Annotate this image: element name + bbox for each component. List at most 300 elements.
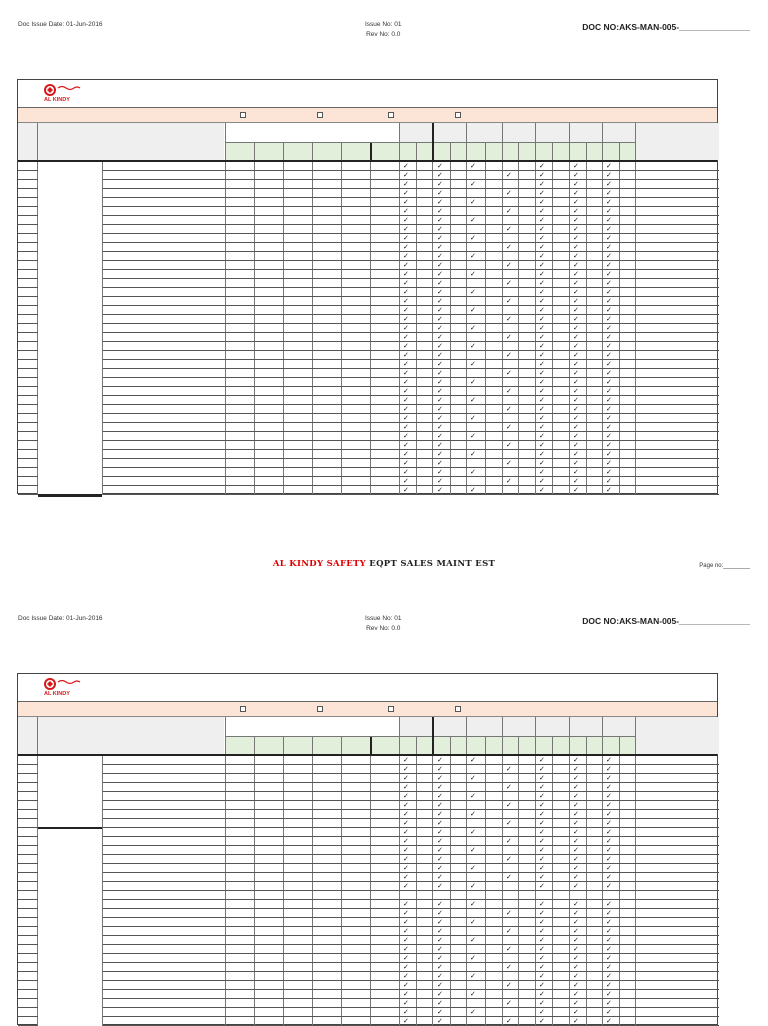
table-row bbox=[18, 234, 719, 243]
check-mark: ✓ bbox=[606, 963, 612, 971]
table-row bbox=[18, 198, 719, 207]
header-vline bbox=[569, 123, 570, 160]
table-row bbox=[18, 279, 719, 288]
check-mark: ✓ bbox=[403, 288, 409, 296]
check-mark: ✓ bbox=[403, 468, 409, 476]
check-mark: ✓ bbox=[573, 243, 579, 251]
check-mark: ✓ bbox=[403, 333, 409, 341]
check-mark: ✓ bbox=[506, 765, 512, 773]
check-mark: ✓ bbox=[606, 819, 612, 827]
check-mark: ✓ bbox=[606, 369, 612, 377]
check-mark: ✓ bbox=[606, 243, 612, 251]
table-row bbox=[18, 162, 719, 171]
header-subvline bbox=[341, 737, 342, 754]
check-mark: ✓ bbox=[573, 432, 579, 440]
check-mark: ✓ bbox=[573, 387, 579, 395]
header-vline bbox=[635, 123, 636, 160]
column-line bbox=[102, 162, 103, 495]
check-mark: ✓ bbox=[470, 378, 476, 386]
check-mark: ✓ bbox=[606, 810, 612, 818]
check-mark: ✓ bbox=[506, 279, 512, 287]
header-subvline bbox=[485, 143, 486, 160]
check-mark: ✓ bbox=[437, 162, 443, 170]
issue-no: Issue No: 01 bbox=[365, 21, 402, 28]
check-mark: ✓ bbox=[573, 279, 579, 287]
table-body bbox=[18, 162, 717, 495]
table-row bbox=[18, 1017, 719, 1026]
category-checkbox-2 bbox=[317, 112, 323, 118]
check-mark: ✓ bbox=[573, 783, 579, 791]
check-mark: ✓ bbox=[437, 936, 443, 944]
check-mark: ✓ bbox=[403, 423, 409, 431]
inspection-form bbox=[17, 673, 718, 1025]
check-mark: ✓ bbox=[606, 927, 612, 935]
check-mark: ✓ bbox=[437, 288, 443, 296]
check-mark: ✓ bbox=[403, 342, 409, 350]
check-mark: ✓ bbox=[437, 846, 443, 854]
check-mark: ✓ bbox=[403, 180, 409, 188]
header-cell-item bbox=[38, 717, 224, 754]
category-checkbox-3 bbox=[388, 112, 394, 118]
check-mark: ✓ bbox=[606, 432, 612, 440]
header-divider bbox=[225, 736, 635, 737]
check-mark: ✓ bbox=[403, 819, 409, 827]
check-mark: ✓ bbox=[539, 927, 545, 935]
check-mark: ✓ bbox=[437, 1008, 443, 1016]
check-mark: ✓ bbox=[470, 486, 476, 494]
check-mark: ✓ bbox=[539, 405, 545, 413]
check-mark: ✓ bbox=[506, 981, 512, 989]
check-mark: ✓ bbox=[539, 882, 545, 890]
check-mark: ✓ bbox=[573, 774, 579, 782]
check-mark: ✓ bbox=[573, 990, 579, 998]
check-mark: ✓ bbox=[539, 423, 545, 431]
check-mark: ✓ bbox=[437, 189, 443, 197]
check-mark: ✓ bbox=[403, 765, 409, 773]
check-mark: ✓ bbox=[403, 432, 409, 440]
check-mark: ✓ bbox=[403, 810, 409, 818]
table-row bbox=[18, 288, 719, 297]
check-mark: ✓ bbox=[470, 846, 476, 854]
logo-text: AL KINDY bbox=[44, 691, 70, 697]
check-mark: ✓ bbox=[606, 756, 612, 764]
check-mark: ✓ bbox=[606, 405, 612, 413]
check-mark: ✓ bbox=[539, 837, 545, 845]
check-mark: ✓ bbox=[539, 324, 545, 332]
check-mark: ✓ bbox=[573, 477, 579, 485]
check-mark: ✓ bbox=[470, 324, 476, 332]
check-mark: ✓ bbox=[573, 864, 579, 872]
check-mark: ✓ bbox=[606, 468, 612, 476]
table-row bbox=[18, 450, 719, 459]
check-mark: ✓ bbox=[506, 1017, 512, 1025]
header-cell-remarks bbox=[636, 717, 719, 754]
check-mark: ✓ bbox=[437, 963, 443, 971]
check-mark: ✓ bbox=[403, 450, 409, 458]
check-mark: ✓ bbox=[506, 783, 512, 791]
check-mark: ✓ bbox=[539, 252, 545, 260]
check-mark: ✓ bbox=[506, 189, 512, 197]
header-subvline bbox=[485, 737, 486, 754]
header-vline bbox=[370, 737, 372, 754]
check-mark: ✓ bbox=[437, 261, 443, 269]
check-mark: ✓ bbox=[573, 405, 579, 413]
check-mark: ✓ bbox=[606, 837, 612, 845]
check-mark: ✓ bbox=[403, 216, 409, 224]
header-subvline bbox=[283, 143, 284, 160]
check-mark: ✓ bbox=[403, 486, 409, 494]
check-mark: ✓ bbox=[606, 315, 612, 323]
check-mark: ✓ bbox=[606, 774, 612, 782]
check-mark: ✓ bbox=[470, 234, 476, 242]
check-mark: ✓ bbox=[437, 396, 443, 404]
table-row bbox=[18, 918, 719, 927]
check-mark: ✓ bbox=[539, 972, 545, 980]
column-header-area bbox=[18, 717, 717, 756]
header-vline bbox=[432, 123, 434, 160]
check-mark: ✓ bbox=[606, 324, 612, 332]
check-mark: ✓ bbox=[606, 792, 612, 800]
table-row bbox=[18, 243, 719, 252]
check-mark: ✓ bbox=[539, 279, 545, 287]
check-mark: ✓ bbox=[437, 954, 443, 962]
check-mark: ✓ bbox=[539, 918, 545, 926]
table-row bbox=[18, 936, 719, 945]
check-mark: ✓ bbox=[403, 1017, 409, 1025]
check-mark: ✓ bbox=[470, 360, 476, 368]
check-mark: ✓ bbox=[403, 171, 409, 179]
check-mark: ✓ bbox=[437, 414, 443, 422]
category-checkbox-4 bbox=[455, 706, 461, 712]
check-mark: ✓ bbox=[506, 315, 512, 323]
check-mark: ✓ bbox=[470, 396, 476, 404]
header-subvline bbox=[312, 143, 313, 160]
check-mark: ✓ bbox=[403, 261, 409, 269]
category-checkbox-1 bbox=[240, 112, 246, 118]
check-mark: ✓ bbox=[403, 801, 409, 809]
check-mark: ✓ bbox=[506, 963, 512, 971]
check-mark: ✓ bbox=[573, 324, 579, 332]
table-row bbox=[18, 342, 719, 351]
check-mark: ✓ bbox=[606, 1008, 612, 1016]
check-mark: ✓ bbox=[506, 225, 512, 233]
doc-issue-date: Doc Issue Date: 01-Jun-2016 bbox=[18, 21, 103, 28]
check-mark: ✓ bbox=[437, 999, 443, 1007]
header-subvline bbox=[518, 737, 519, 754]
check-mark: ✓ bbox=[403, 882, 409, 890]
check-mark: ✓ bbox=[606, 477, 612, 485]
table-row bbox=[18, 441, 719, 450]
check-mark: ✓ bbox=[470, 972, 476, 980]
check-mark: ✓ bbox=[403, 972, 409, 980]
header-cell-checks-top bbox=[400, 717, 635, 736]
header-cell-no bbox=[18, 123, 37, 160]
check-mark: ✓ bbox=[606, 981, 612, 989]
table-row bbox=[18, 819, 719, 828]
table-row bbox=[18, 180, 719, 189]
check-mark: ✓ bbox=[606, 234, 612, 242]
check-mark: ✓ bbox=[606, 828, 612, 836]
check-mark: ✓ bbox=[539, 297, 545, 305]
check-mark: ✓ bbox=[437, 756, 443, 764]
check-mark: ✓ bbox=[606, 846, 612, 854]
header-subvline bbox=[416, 737, 417, 754]
header-subvline bbox=[552, 737, 553, 754]
check-mark: ✓ bbox=[506, 405, 512, 413]
check-mark: ✓ bbox=[437, 828, 443, 836]
check-mark: ✓ bbox=[403, 405, 409, 413]
check-mark: ✓ bbox=[403, 234, 409, 242]
table-row bbox=[18, 459, 719, 468]
header-cell-checks-top bbox=[400, 123, 635, 142]
check-mark: ✓ bbox=[437, 837, 443, 845]
check-mark: ✓ bbox=[606, 351, 612, 359]
check-mark: ✓ bbox=[606, 378, 612, 386]
check-mark: ✓ bbox=[403, 909, 409, 917]
check-mark: ✓ bbox=[470, 432, 476, 440]
check-mark: ✓ bbox=[539, 864, 545, 872]
check-mark: ✓ bbox=[470, 162, 476, 170]
check-mark: ✓ bbox=[437, 882, 443, 890]
check-mark: ✓ bbox=[403, 927, 409, 935]
check-mark: ✓ bbox=[437, 486, 443, 494]
check-mark: ✓ bbox=[573, 180, 579, 188]
header-vline bbox=[466, 123, 467, 160]
header-vline bbox=[602, 123, 603, 160]
check-mark: ✓ bbox=[437, 792, 443, 800]
check-mark: ✓ bbox=[573, 216, 579, 224]
check-mark: ✓ bbox=[573, 846, 579, 854]
check-mark: ✓ bbox=[437, 477, 443, 485]
table-row bbox=[18, 414, 719, 423]
check-mark: ✓ bbox=[437, 279, 443, 287]
check-mark: ✓ bbox=[539, 342, 545, 350]
table-row bbox=[18, 477, 719, 486]
check-mark: ✓ bbox=[539, 315, 545, 323]
check-mark: ✓ bbox=[506, 909, 512, 917]
header-vline bbox=[225, 717, 226, 754]
check-mark: ✓ bbox=[606, 261, 612, 269]
header-subvline bbox=[254, 143, 255, 160]
header-vline bbox=[37, 123, 38, 160]
category-checkbox-1 bbox=[240, 706, 246, 712]
table-row bbox=[18, 297, 719, 306]
table-row bbox=[18, 315, 719, 324]
table-row bbox=[18, 891, 719, 900]
check-mark: ✓ bbox=[437, 369, 443, 377]
check-mark: ✓ bbox=[606, 918, 612, 926]
table-row bbox=[18, 270, 719, 279]
al-kindy-logo bbox=[36, 676, 86, 698]
check-mark: ✓ bbox=[573, 486, 579, 494]
check-mark: ✓ bbox=[539, 774, 545, 782]
check-mark: ✓ bbox=[403, 387, 409, 395]
check-mark: ✓ bbox=[606, 414, 612, 422]
check-mark: ✓ bbox=[403, 225, 409, 233]
check-mark: ✓ bbox=[539, 783, 545, 791]
check-mark: ✓ bbox=[403, 297, 409, 305]
check-mark: ✓ bbox=[573, 855, 579, 863]
check-mark: ✓ bbox=[506, 819, 512, 827]
table-row bbox=[18, 171, 719, 180]
table-row bbox=[18, 306, 719, 315]
check-mark: ✓ bbox=[403, 900, 409, 908]
check-mark: ✓ bbox=[573, 963, 579, 971]
header-subvline bbox=[518, 143, 519, 160]
table-row bbox=[18, 999, 719, 1008]
check-mark: ✓ bbox=[437, 180, 443, 188]
check-mark: ✓ bbox=[403, 315, 409, 323]
check-mark: ✓ bbox=[539, 855, 545, 863]
table-row bbox=[18, 828, 719, 837]
check-mark: ✓ bbox=[403, 864, 409, 872]
check-mark: ✓ bbox=[573, 162, 579, 170]
table-row bbox=[18, 756, 719, 765]
header-subvline bbox=[552, 143, 553, 160]
check-mark: ✓ bbox=[470, 918, 476, 926]
check-mark: ✓ bbox=[539, 234, 545, 242]
check-mark: ✓ bbox=[573, 1008, 579, 1016]
table-row bbox=[18, 387, 719, 396]
check-mark: ✓ bbox=[437, 360, 443, 368]
check-mark: ✓ bbox=[403, 846, 409, 854]
check-mark: ✓ bbox=[506, 171, 512, 179]
check-mark: ✓ bbox=[606, 207, 612, 215]
check-mark: ✓ bbox=[470, 288, 476, 296]
check-mark: ✓ bbox=[573, 882, 579, 890]
page-number-field: Page no:________ bbox=[699, 563, 750, 569]
check-mark: ✓ bbox=[437, 765, 443, 773]
check-mark: ✓ bbox=[606, 288, 612, 296]
table-row bbox=[18, 432, 719, 441]
header-cell-item bbox=[38, 123, 224, 160]
table-row bbox=[18, 774, 719, 783]
header-subvline bbox=[283, 737, 284, 754]
check-mark: ✓ bbox=[506, 927, 512, 935]
check-mark: ✓ bbox=[437, 801, 443, 809]
check-mark: ✓ bbox=[539, 387, 545, 395]
check-mark: ✓ bbox=[403, 189, 409, 197]
table-row bbox=[18, 189, 719, 198]
check-mark: ✓ bbox=[403, 252, 409, 260]
category-checkbox-3 bbox=[388, 706, 394, 712]
check-mark: ✓ bbox=[539, 900, 545, 908]
check-mark: ✓ bbox=[437, 810, 443, 818]
check-mark: ✓ bbox=[506, 441, 512, 449]
check-mark: ✓ bbox=[606, 216, 612, 224]
check-mark: ✓ bbox=[573, 828, 579, 836]
check-mark: ✓ bbox=[539, 396, 545, 404]
check-mark: ✓ bbox=[437, 909, 443, 917]
check-mark: ✓ bbox=[606, 279, 612, 287]
check-mark: ✓ bbox=[573, 756, 579, 764]
check-mark: ✓ bbox=[539, 954, 545, 962]
check-mark: ✓ bbox=[506, 945, 512, 953]
check-mark: ✓ bbox=[539, 810, 545, 818]
check-mark: ✓ bbox=[606, 783, 612, 791]
check-mark: ✓ bbox=[539, 378, 545, 386]
check-mark: ✓ bbox=[539, 819, 545, 827]
table-row bbox=[18, 261, 719, 270]
check-mark: ✓ bbox=[606, 171, 612, 179]
check-mark: ✓ bbox=[470, 468, 476, 476]
table-row bbox=[18, 945, 719, 954]
check-mark: ✓ bbox=[539, 981, 545, 989]
table-row bbox=[18, 252, 719, 261]
header-subvline bbox=[450, 143, 451, 160]
check-mark: ✓ bbox=[539, 936, 545, 944]
check-mark: ✓ bbox=[539, 486, 545, 494]
check-mark: ✓ bbox=[539, 198, 545, 206]
check-mark: ✓ bbox=[573, 342, 579, 350]
table-row bbox=[18, 486, 719, 495]
check-mark: ✓ bbox=[606, 486, 612, 494]
header-cell-no bbox=[18, 717, 37, 754]
header-subvline bbox=[254, 737, 255, 754]
check-mark: ✓ bbox=[470, 216, 476, 224]
header-vline bbox=[635, 717, 636, 754]
check-mark: ✓ bbox=[539, 351, 545, 359]
check-mark: ✓ bbox=[403, 963, 409, 971]
check-mark: ✓ bbox=[606, 972, 612, 980]
logo-row bbox=[18, 80, 717, 108]
check-mark: ✓ bbox=[573, 198, 579, 206]
check-mark: ✓ bbox=[403, 477, 409, 485]
header-subvline bbox=[619, 737, 620, 754]
check-mark: ✓ bbox=[403, 324, 409, 332]
check-mark: ✓ bbox=[470, 990, 476, 998]
check-mark: ✓ bbox=[437, 171, 443, 179]
table-row bbox=[18, 990, 719, 999]
issue-rev-block bbox=[365, 20, 402, 40]
header-vline bbox=[225, 123, 226, 160]
check-mark: ✓ bbox=[403, 945, 409, 953]
check-mark: ✓ bbox=[539, 873, 545, 881]
check-mark: ✓ bbox=[573, 945, 579, 953]
check-mark: ✓ bbox=[573, 288, 579, 296]
table-row bbox=[18, 801, 719, 810]
check-mark: ✓ bbox=[539, 801, 545, 809]
check-mark: ✓ bbox=[539, 360, 545, 368]
check-mark: ✓ bbox=[437, 270, 443, 278]
check-mark: ✓ bbox=[573, 810, 579, 818]
check-mark: ✓ bbox=[506, 243, 512, 251]
item-col-blank bbox=[38, 162, 102, 495]
check-mark: ✓ bbox=[573, 918, 579, 926]
check-mark: ✓ bbox=[403, 360, 409, 368]
check-mark: ✓ bbox=[437, 918, 443, 926]
check-mark: ✓ bbox=[606, 225, 612, 233]
check-mark: ✓ bbox=[437, 783, 443, 791]
check-mark: ✓ bbox=[437, 468, 443, 476]
check-mark: ✓ bbox=[573, 981, 579, 989]
check-mark: ✓ bbox=[403, 855, 409, 863]
check-mark: ✓ bbox=[573, 909, 579, 917]
table-row bbox=[18, 837, 719, 846]
check-mark: ✓ bbox=[437, 225, 443, 233]
check-mark: ✓ bbox=[539, 756, 545, 764]
check-mark: ✓ bbox=[470, 306, 476, 314]
table-row bbox=[18, 927, 719, 936]
table-row bbox=[18, 396, 719, 405]
check-mark: ✓ bbox=[539, 792, 545, 800]
check-mark: ✓ bbox=[470, 900, 476, 908]
table-row bbox=[18, 963, 719, 972]
check-mark: ✓ bbox=[606, 162, 612, 170]
check-mark: ✓ bbox=[573, 396, 579, 404]
check-mark: ✓ bbox=[539, 216, 545, 224]
column-line bbox=[102, 756, 103, 1026]
